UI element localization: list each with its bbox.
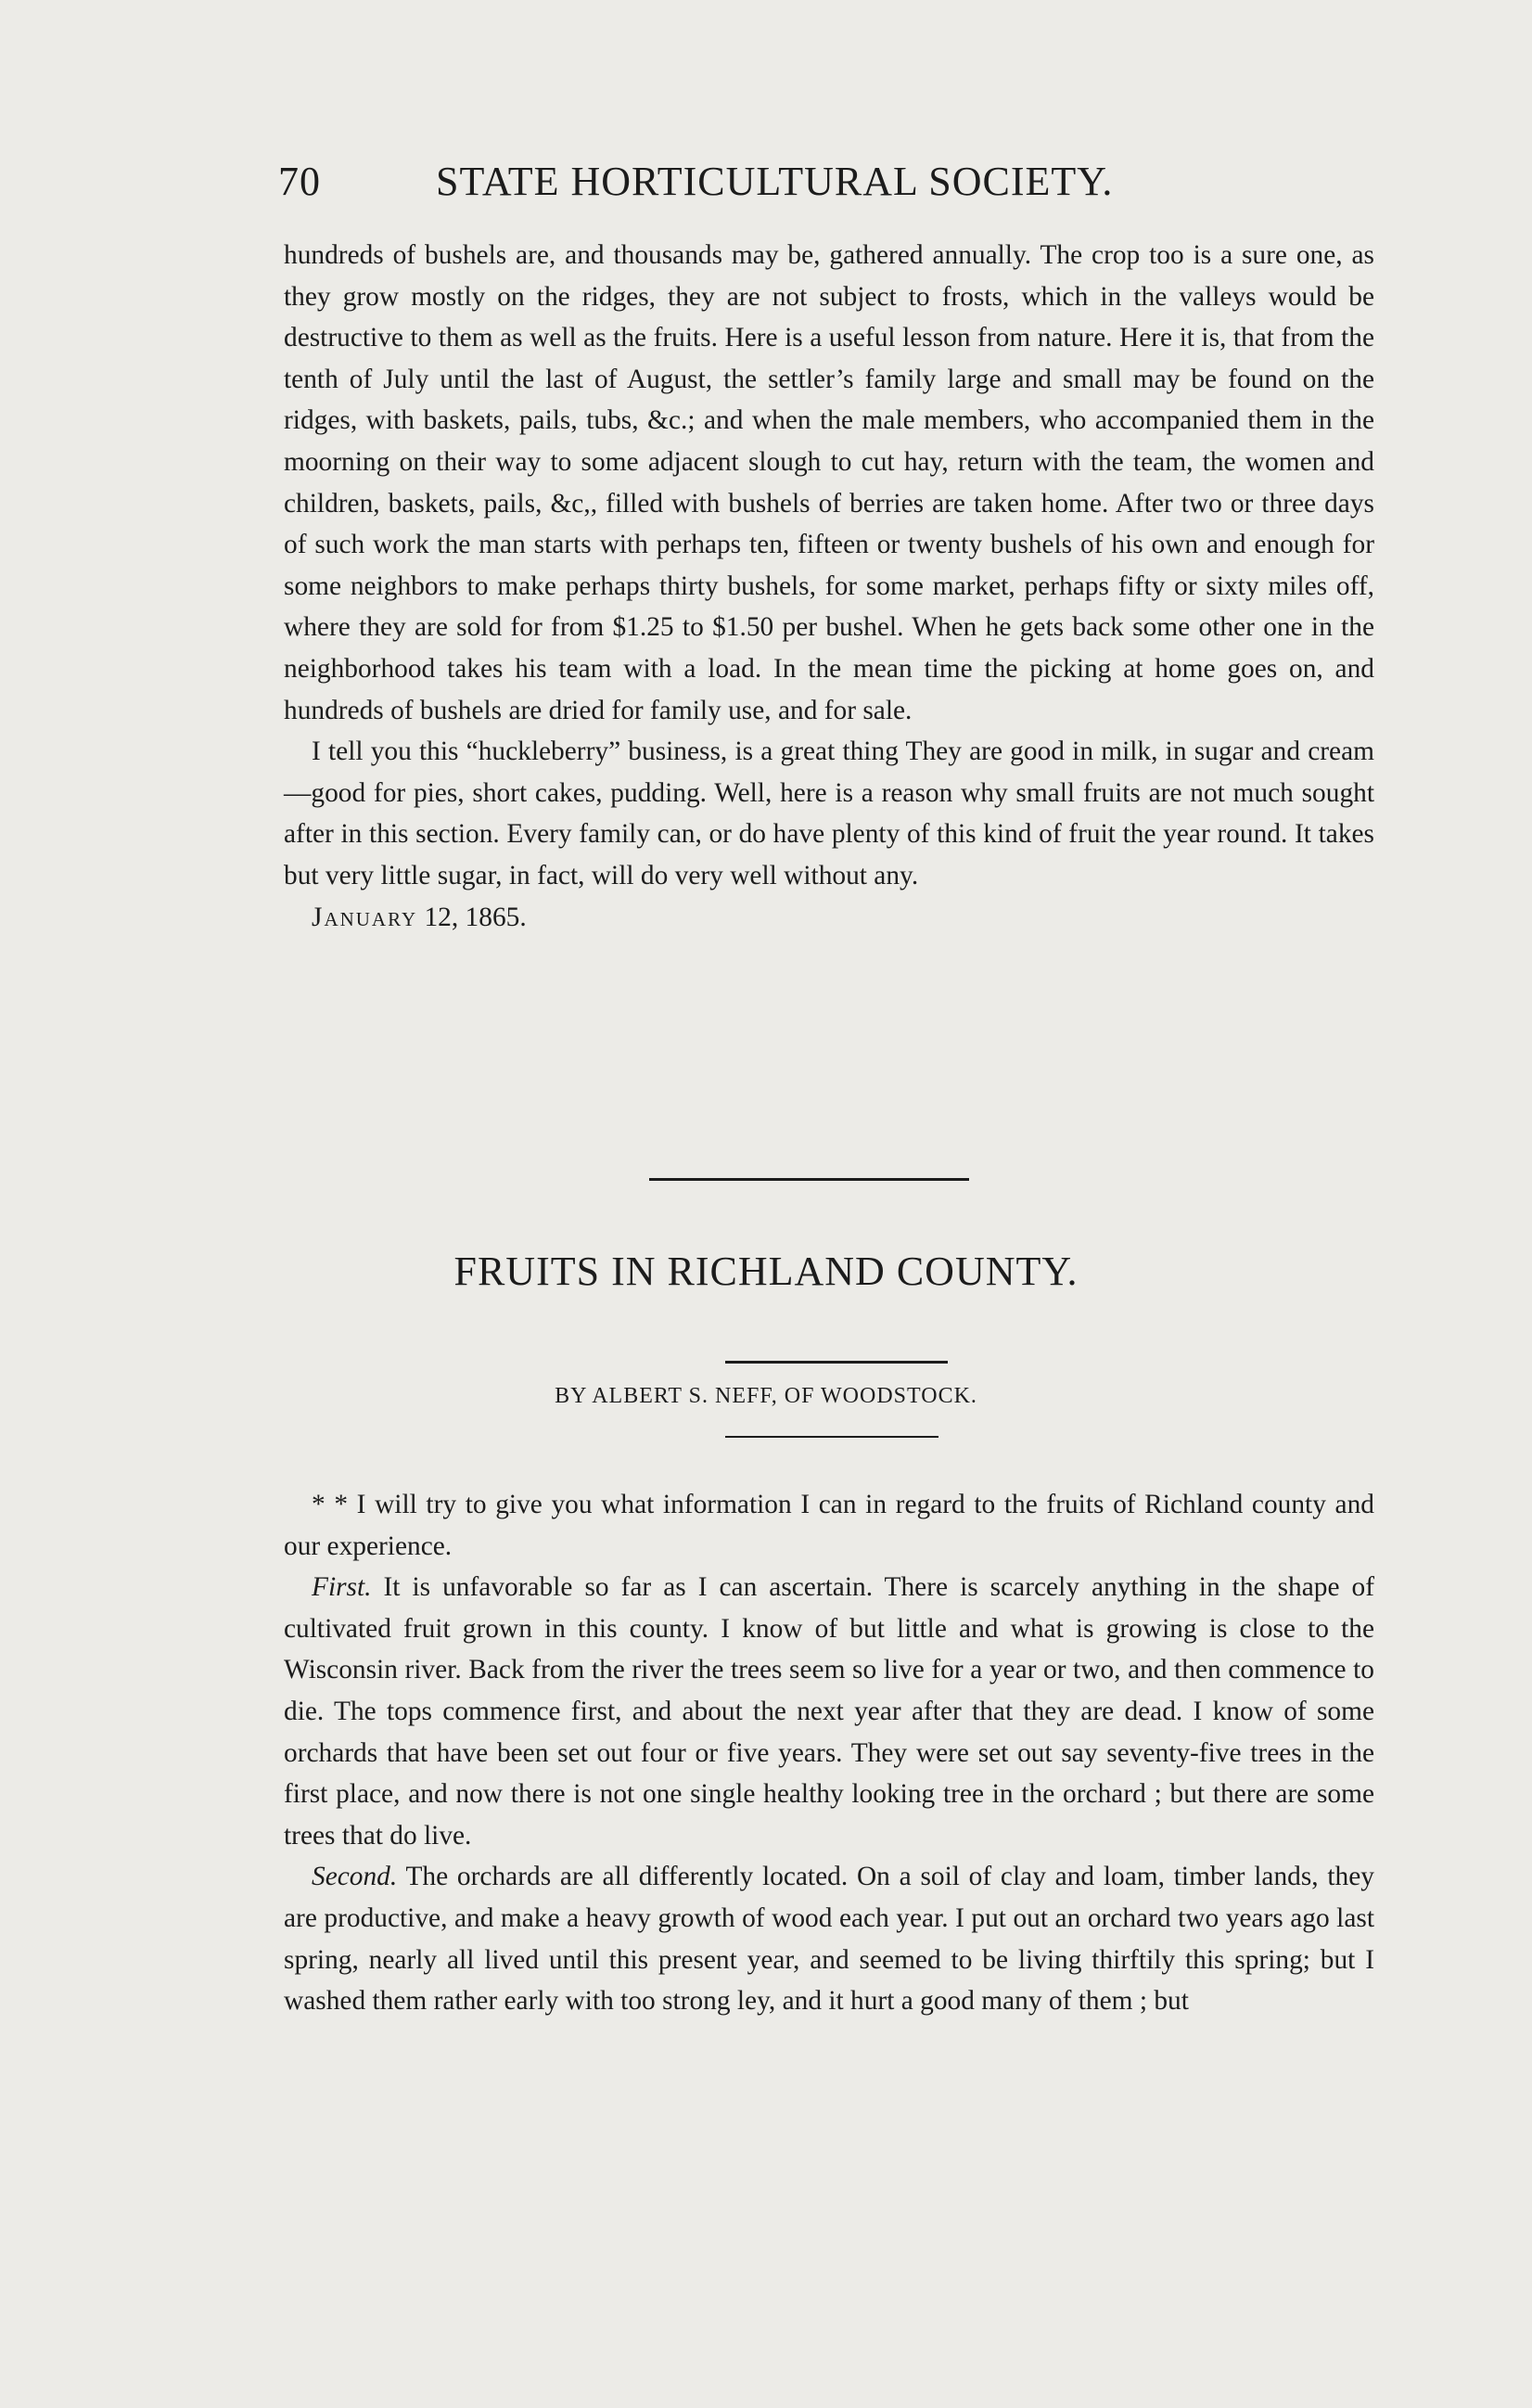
dateline <box>284 897 1374 939</box>
paragraph <box>284 1856 1374 2021</box>
article-byline: BY ALBERT S. NEFF, OF WOODSTOCK. <box>555 1384 977 1408</box>
paragraph-label: First. <box>312 1572 372 1603</box>
paragraph: I tell you this “huckleberry” business, is a great thing They are good in milk, in sugar and cream—good for pies, short cakes, pudding. Well, here is a reason why small fruits are not much sought after in this section. Every family can, or do have plenty of this kind of fruit the year round. It takes but very little sugar, in fact, will do very well without any. <box>284 736 1374 890</box>
paragraph-text: It is unfavorable so far as I can ascertain. There is scarcely anything in the shape of cultivated fruit grown in this county. I know of but little and what is growing is close to the Wisconsin river. Back from the river the trees seem so live for a year or two, and then commence to die. The tops commence first, and about the next year after that they are dead. I know of some orchards that have been set out four or five years. They were set out say seventy-five trees in the first place, and now there is not one single healthy looking tree in the orchard ; but there are some trees that do live. <box>284 1572 1374 1851</box>
dateline-rest: 12, 1865. <box>417 902 527 932</box>
running-title: STATE HORTICULTURAL SOCIETY. <box>436 159 1114 204</box>
dateline-month: January <box>312 902 418 932</box>
paragraph: * * I will try to give you what information I can in regard to the fruits of Richland county and our experience. <box>284 1490 1374 1561</box>
paragraph <box>284 1567 1374 1856</box>
title-rule-upper <box>725 1361 948 1364</box>
section-divider <box>649 1178 969 1181</box>
page-header <box>278 158 1206 213</box>
paragraph-text: The orchards are all differently located. On a soil of clay and loam, timber lands, they are productive, and make a heavy growth of wood each year. I put out an orchard two years ago last spring, nearly all lived until this present year, and seemed to be living thirftily this spring; but I washed them rather early with too strong ley, and it hurt a good many of them ; but <box>284 1862 1374 2017</box>
article-title: FRUITS IN RICHLAND COUNTY. <box>453 1249 1079 1294</box>
paragraph: hundreds of bushels are, and thousands may be, gathered annually. The crop too is a sure one, as they grow mostly on the ridges, they are not subject to frosts, which in the valleys would be destructive to them as well as the fruits. Here is a useful lesson from nature. Here it is, that from the tenth of July until the last of August, the settler’s family large and small may be found on the ridges, with baskets, pails, tubs, &c.; and when the male members, who accompanied them in the moorning on their way to some adjacent slough to cut hay, return with the team, the women and children, baskets, pails, &c,, filled with bushels of berries are taken home. After two or three days of such work the man starts with perhaps ten, fifteen or twenty bushels of his own and enough for some neighbors to make perhaps thirty bushels, for some market, perhaps fifty or sixty miles off, where they are sold for from $1.25 to $1.50 per bushel. When he gets back some other one in the neighborhood takes his team with a load. In the mean time the picking at home goes on, and hundreds of bushels are dried for family use, and for sale. <box>284 240 1374 725</box>
title-rule-lower <box>725 1436 938 1438</box>
page-number: 70 <box>278 159 321 204</box>
paragraph-label: Second. <box>312 1862 398 1892</box>
article-body <box>284 1484 1374 2022</box>
previous-article-body <box>284 235 1374 938</box>
